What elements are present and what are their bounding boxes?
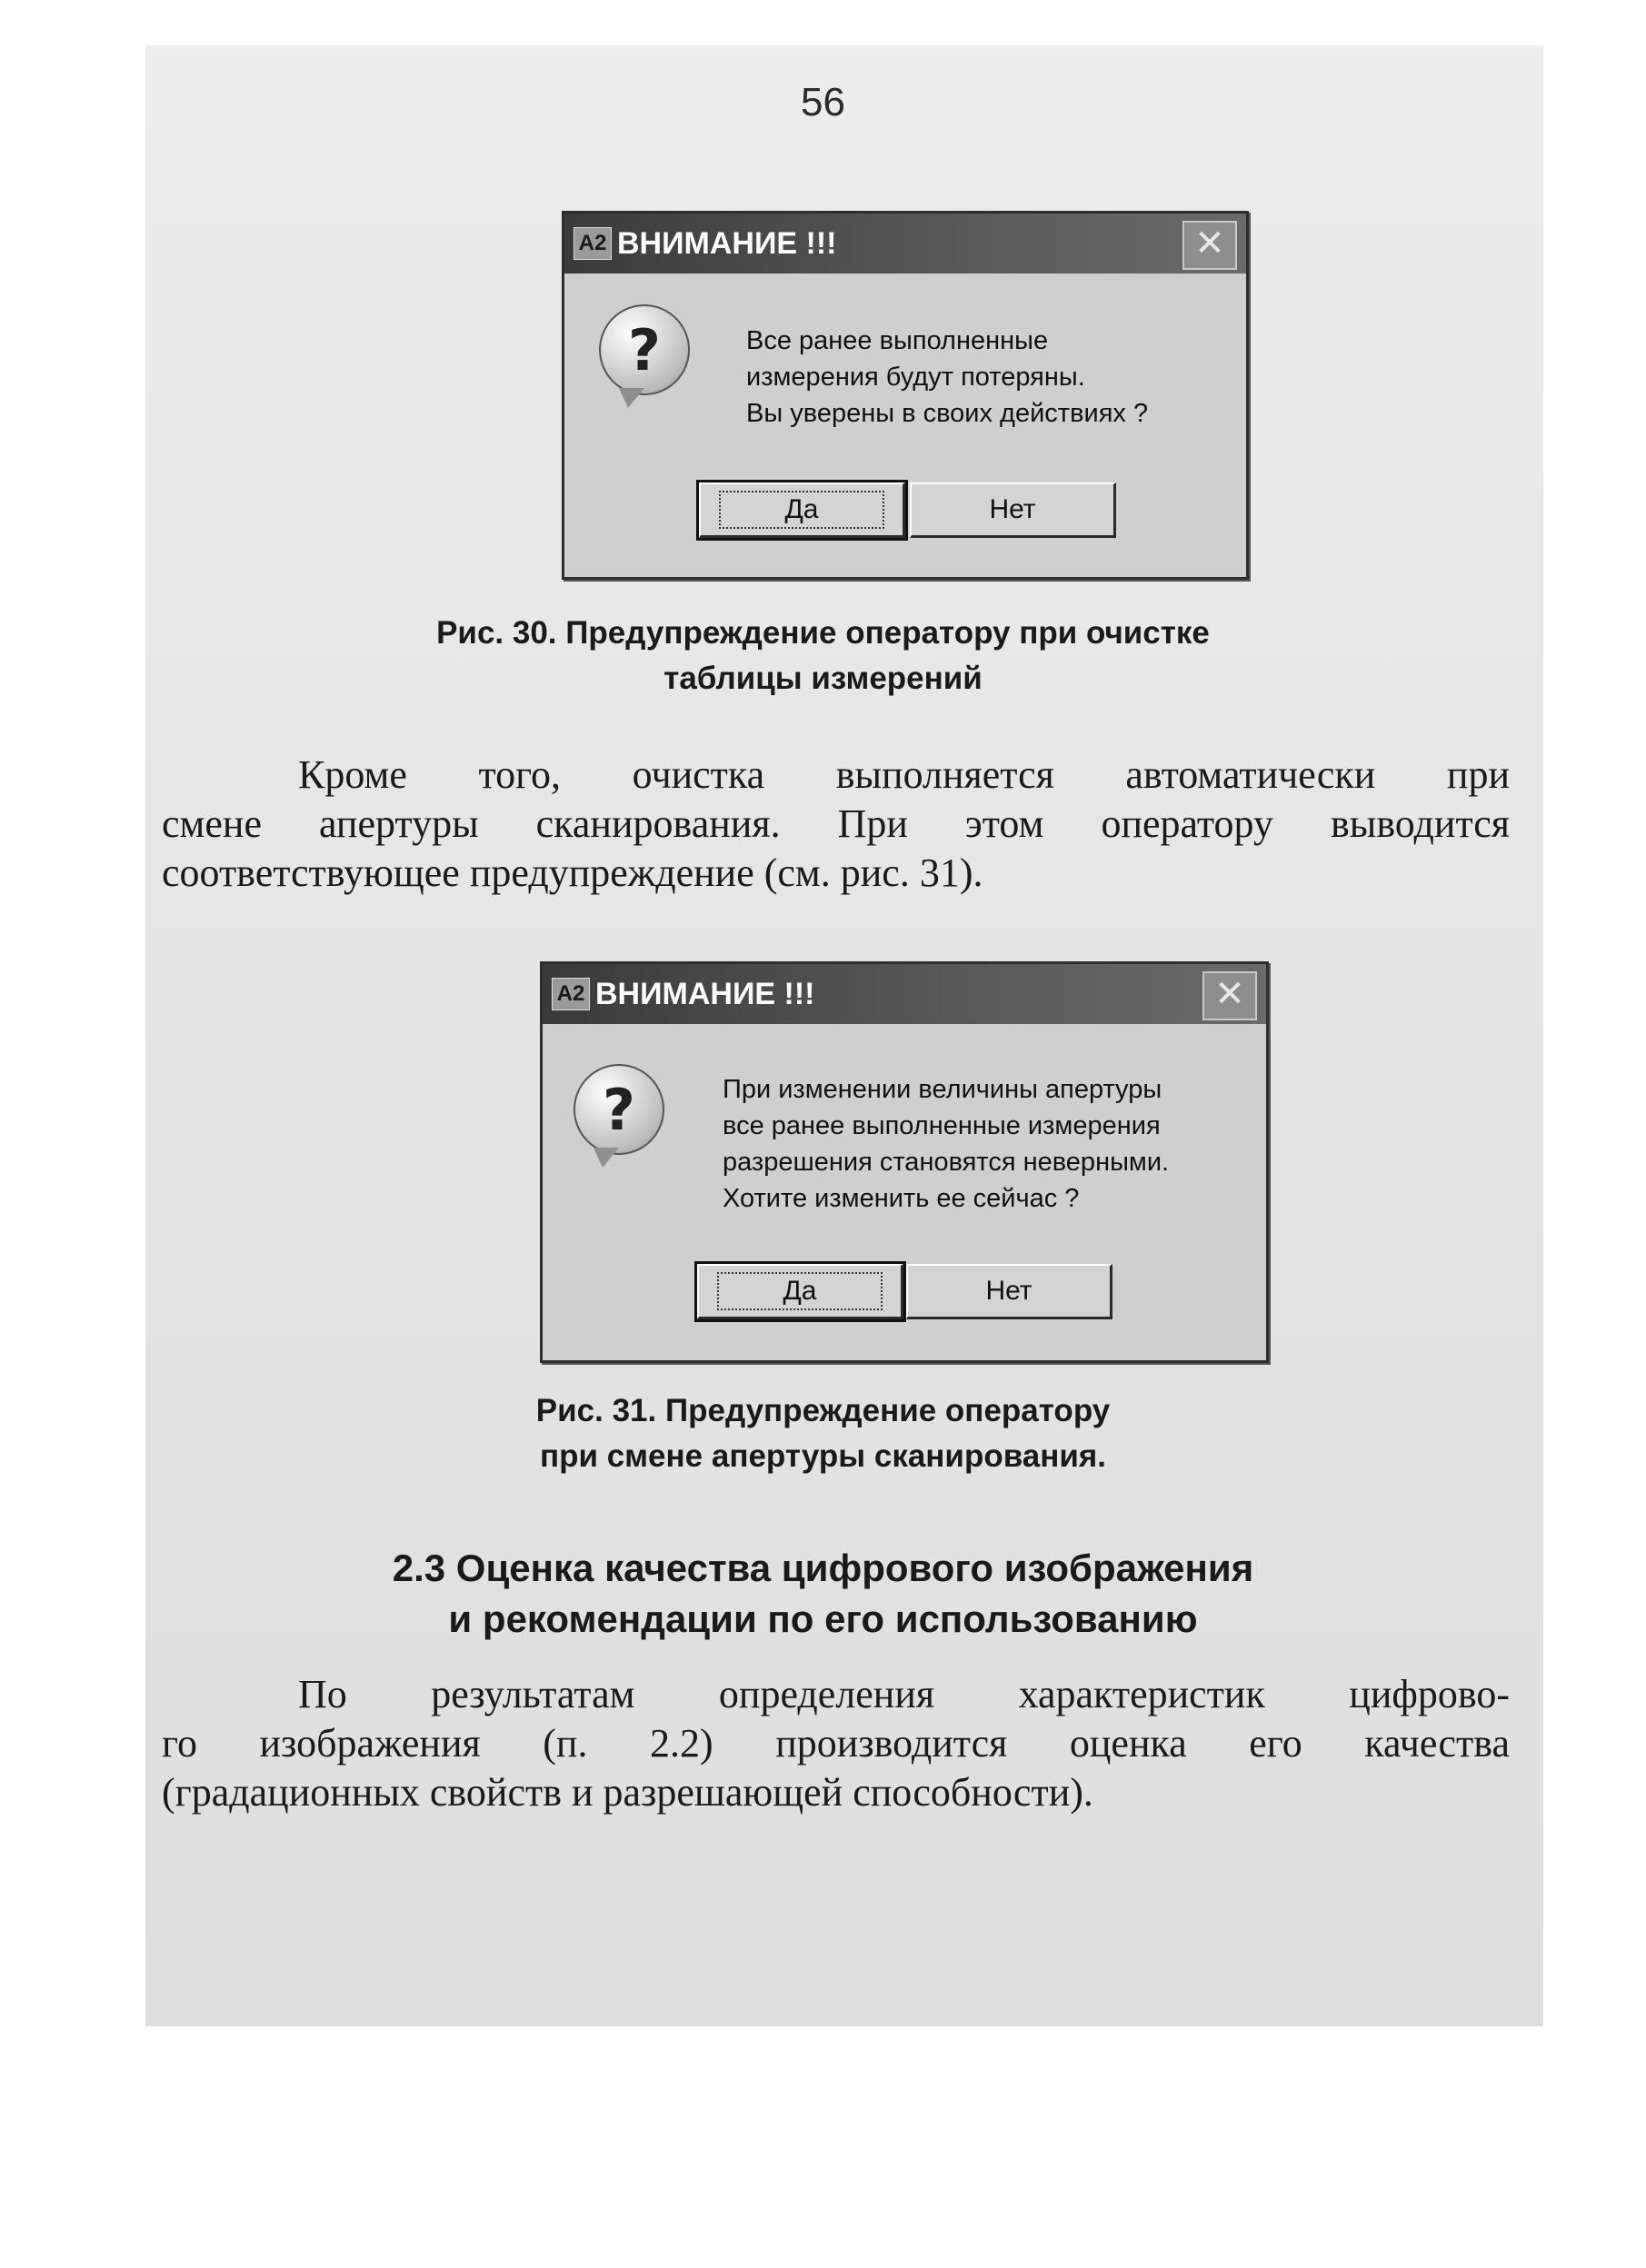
message-line: все ранее выполненные измерения xyxy=(723,1111,1161,1140)
dialog-message xyxy=(723,1071,1169,1217)
dialog-title: ВНИМАНИЕ !!! xyxy=(595,976,815,1011)
yes-button[interactable] xyxy=(697,1264,903,1319)
figure-caption-30 xyxy=(0,611,1646,701)
dialog-titlebar xyxy=(564,214,1246,274)
message-line: измерения будут потеряны. xyxy=(746,363,1085,392)
text-line: Кроме того, очистка выполняется автоматически при xyxy=(298,752,1510,797)
dialog-titlebar xyxy=(543,964,1266,1024)
caption-line: Рис. 30. Предупреждение оператору при очистке xyxy=(436,615,1210,651)
no-button[interactable] xyxy=(910,482,1116,538)
message-line: Все ранее выполненные xyxy=(746,326,1049,355)
text-line: (градационных свойств и разрешающей способности). xyxy=(162,1770,1093,1815)
text-line: По результатам определения характеристик цифрово- xyxy=(298,1672,1510,1716)
dialog-message xyxy=(746,323,1148,432)
text-line: го изображения (п. 2.2) производится оценка его качества xyxy=(162,1721,1510,1766)
warning-dialog-clear-table xyxy=(562,211,1249,580)
app-icon: A2 xyxy=(574,227,612,260)
no-button-label: Нет xyxy=(985,1276,1032,1306)
heading-line: 2.3 Оценка качества цифрового изображения xyxy=(392,1547,1254,1589)
caption-line: таблицы измерений xyxy=(663,661,983,696)
no-button[interactable] xyxy=(906,1264,1112,1319)
no-button-label: Нет xyxy=(989,494,1036,524)
yes-button-label: Да xyxy=(719,491,883,529)
figure-caption-31 xyxy=(0,1388,1646,1479)
caption-line: Рис. 31. Предупреждение оператору xyxy=(535,1393,1111,1428)
paragraph-quality xyxy=(162,1670,1510,1817)
yes-button[interactable] xyxy=(699,482,905,538)
yes-button-label: Да xyxy=(717,1272,882,1310)
text-line: соответствующее предупреждение (см. рис. 31). xyxy=(162,850,983,895)
section-heading xyxy=(0,1543,1646,1645)
heading-line: и рекомендации по его использованию xyxy=(448,1597,1198,1640)
close-button[interactable]: ✕ xyxy=(1202,971,1257,1020)
message-line: Хотите изменить ее сейчас ? xyxy=(723,1184,1080,1213)
message-line: разрешения становятся неверными. xyxy=(723,1148,1170,1177)
close-button[interactable]: ✕ xyxy=(1182,221,1237,270)
question-icon: ? xyxy=(574,1064,664,1155)
page-number: 56 xyxy=(801,80,845,124)
app-icon: A2 xyxy=(552,978,590,1010)
paragraph-aperture xyxy=(162,751,1510,898)
dialog-title: ВНИМАНИЕ !!! xyxy=(617,225,837,261)
message-line: Вы уверены в своих действиях ? xyxy=(746,399,1149,428)
text-line: смене апертуры сканирования. При этом оператору выводится xyxy=(162,801,1510,846)
warning-dialog-aperture xyxy=(540,961,1269,1363)
question-icon: ? xyxy=(599,304,690,395)
caption-line: при смене апертуры сканирования. xyxy=(539,1438,1107,1474)
message-line: При изменении величины апертуры xyxy=(723,1075,1162,1104)
